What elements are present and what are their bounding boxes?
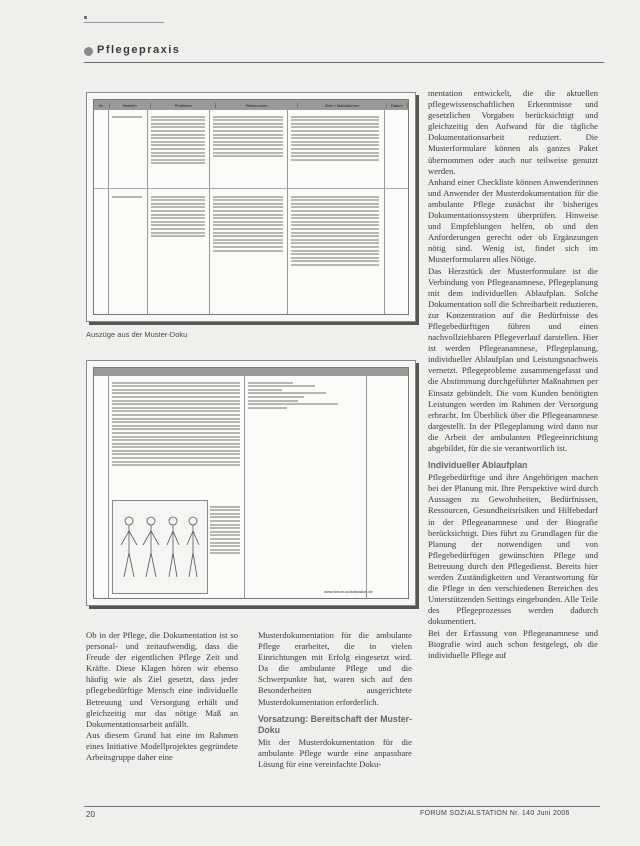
corner-mark — [84, 16, 87, 19]
form-divider — [244, 376, 245, 598]
publication-info: FORUM SOZIALSTATION Nr. 140 Juni 2006 — [420, 810, 570, 817]
form-row-text — [248, 380, 360, 410]
text-column-left — [86, 630, 238, 763]
table-header — [94, 100, 408, 110]
body-figures-icon — [113, 501, 207, 593]
section-title: Pflegepraxis — [97, 44, 181, 56]
paragraph: Bei der Erfassung von Pflegeanamnese und Biografie wird auch schon festgelegt, ob die individuelle Pflege auf — [428, 627, 598, 660]
table-header-cell: Probleme — [151, 103, 216, 108]
table-cell — [151, 194, 205, 239]
table-cell — [213, 114, 283, 159]
table-cell — [291, 114, 379, 162]
table-cell — [112, 194, 142, 199]
page-number: 20 — [86, 810, 95, 819]
figure-doc-table-1 — [86, 92, 416, 322]
table-divider — [147, 110, 148, 314]
table-cell — [213, 194, 283, 253]
figure-caption: Auszüge aus der Muster-Doku — [86, 330, 188, 339]
figure-frame — [93, 367, 409, 599]
figure-frame — [93, 99, 409, 315]
paragraph: Ob in der Pflege, die Dokumentation ist so personal- und zeitaufwendig, dass die Freude der eigentlichen Pflege Zeit und Kräfte. Diese Klagen hören wir ebenso häufig wie als Ziel gesetzt, dass jeder pflegebedürftige Mensch eine individuelle Betreuung und Versorgung erhält und gleichzeitig nur das nötige Maß an Dokumentationsarbeit anfällt. — [86, 630, 238, 729]
bullet-icon — [84, 47, 93, 56]
table-divider — [384, 110, 385, 314]
form-divider — [108, 376, 109, 598]
footer-rule — [84, 806, 600, 807]
text-column-right — [428, 88, 598, 661]
table-divider — [94, 188, 408, 189]
subheading: Individueller Ablaufplan — [428, 460, 528, 471]
paragraph: Das Herzstück der Musterformulare ist die Verbindung von Pflegeanamnese, Pflegeplanung mit dem individuellen Ablaufplan. Solche Dokumentation soll die Schreibarbeit reduzieren, zur Konzentration auf die Bedürfnisse des Pflegebedürftigen führen und einen nachvollziehbaren Pflegeverlauf darstellen. Hier ist werden Pflegeanamnese, Pflegeplanung, individueller Ablaufplan und Leistungsnachweis vernetzt. Pflegeprobleme zusammengefasst und die Abstimmung durchgeführter Maßnahmen per Einsatz gebündelt. Die vom Kunden benötigten Leistungen werden im Rahmen der Versorgung erbracht. Im Überblick über die Pflegeanamnese dargestellt. In der Pflegeplanung wird dann nur die Arbeit der ambulanten Pflegeeinrichtung abgebildet, für die sie verantwortlich ist. — [428, 265, 598, 453]
form-divider — [366, 376, 367, 598]
form-header — [94, 368, 408, 376]
top-rule — [84, 22, 164, 23]
table-header-cell: Bereich — [110, 103, 152, 108]
table-divider — [209, 110, 210, 314]
table-cell — [291, 194, 379, 267]
form-row-text — [210, 504, 240, 556]
paragraph: Mit der Musterdokumentation für die ambulante Pflege wurde eine anpassbare Lösung für eine vereinfachte Doku- — [258, 736, 412, 770]
table-cell — [112, 114, 142, 119]
paragraph: Aus diesem Grund hat eine im Rahmen eines Initiative Modellprojektes gegründete Arbeitsgruppe daher eine — [86, 729, 238, 763]
body-chart-image — [112, 500, 208, 594]
form-row-text — [112, 380, 240, 468]
table-header-cell: Nr. — [94, 103, 110, 108]
paragraph: Musterdokumentation für die ambulante Pflege erarbeitet, die in vielen Einrichtungen mit Erfolg eingesetzt wird. Da die ambulante Pflege und die Schwerpunkte hat, waren sich auf den Besonderheiten ausgerichtete Musterdokumentation erforderlich. — [258, 630, 412, 707]
figure-doc-form-2 — [86, 360, 416, 606]
table-header-cell: Datum — [387, 103, 408, 108]
table-divider — [287, 110, 288, 314]
table-header-cell: Ressourcen — [216, 103, 298, 108]
table-cell — [151, 114, 205, 166]
table-divider — [108, 110, 109, 314]
paragraph: Anhand einer Checkliste können Anwenderinnen und Anwender der Musterdokumentation für die ambulante Pflege zunächst ihr bisheriges Dokumentationssystem überprüfen. Hinweise und Empfehlungen helfen, ob und den Anforderungen gerecht oder ob Ergänzungen nötig sind. Wenig ist, findet sich im Musterformularen alles Nötige. — [428, 176, 598, 265]
table-header-cell: Ziele / Maßnahmen — [298, 103, 386, 108]
text-column-middle — [258, 630, 412, 770]
form-footer-url: www.forum-sozialstation.de — [324, 589, 373, 594]
paragraph: mentation entwickelt, die die aktuellen pflegewissenschaftlichen Erkenntnisse und gesetzlichen Vorgaben berücksichtigt und gleichzeitig den Aufwand für die tägliche Dokumentationsarbeit reduziert. Die Musterformulare können als ganzes Paket übernommen oder auch nur teilweise genutzt werden. — [428, 88, 598, 176]
section-header — [84, 44, 604, 63]
paragraph: Pflegebedürftige und ihre Angehörigen machen bei der Planung mit. Ihre Perspektive wird durch Aussagen zu Gewohnheiten, Bedürfnissen, Ressourcen, Gesundheitsrisiken und Hilfebedarf in der Pflegeanamnese und der Biografie berücksichtigt. Dies führt zu Grundlagen für die Planung der notwendigen und von Pflegebedürftigen gewünschten Pflege und Betreuung durch den Pflegedienst. Bereits hier werden Zuständigkeiten und Verantwortung für die Pflege in den verschiedenen Bereichen des Unterstützenden Settings eingebunden. Alle Teile des Pflegeprozesses werden dadurch dokumentiert. — [428, 472, 598, 627]
subheading: Vorsatzung: Bereitschaft der Muster-Doku — [258, 713, 412, 735]
